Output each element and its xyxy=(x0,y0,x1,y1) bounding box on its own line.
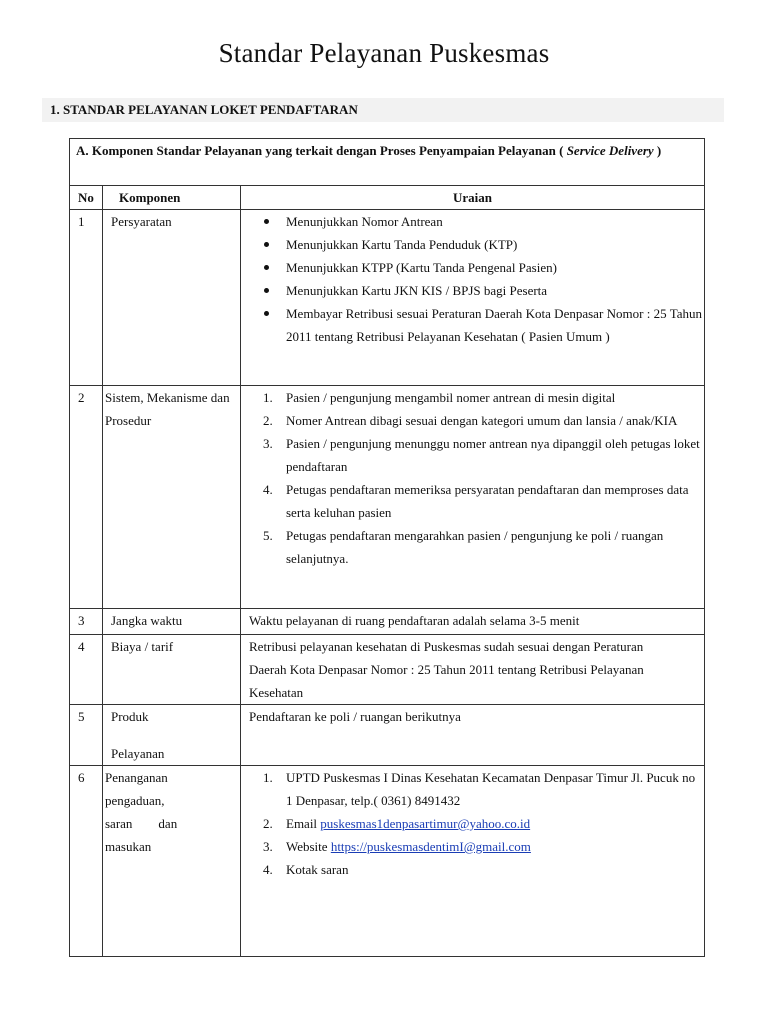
column-header-row xyxy=(70,186,705,210)
header-suffix: ) xyxy=(653,143,662,158)
row-no: 4 xyxy=(70,635,103,705)
row-no: 2 xyxy=(70,386,103,609)
list-item: 4. Kotak saran xyxy=(263,862,349,877)
row-no: 1 xyxy=(70,210,103,386)
row-uraian: Waktu pelayanan di ruang pendaftaran adalah selama 3-5 menit xyxy=(241,609,705,635)
list-item: Menunjukkan Kartu Tanda Penduduk (KTP) xyxy=(241,233,702,256)
standard-table xyxy=(69,138,705,957)
komponen-line: Pelayanan xyxy=(111,746,165,761)
table-header-cell xyxy=(70,139,705,186)
row-uraian: Pendaftaran ke poli / ruangan berikutnya xyxy=(241,705,705,766)
table-row xyxy=(70,210,705,386)
list-item: 3. Pasien / pengunjung menunggu nomer antrean nya dipanggil oleh petugas loket pendaftaran xyxy=(263,436,700,474)
komponen-line: Penanganan xyxy=(105,770,168,785)
col-header-komponen: Komponen xyxy=(103,186,241,210)
row-uraian xyxy=(241,766,705,957)
komponen-line: pengaduan, xyxy=(105,793,165,808)
list-item: Menunjukkan Nomor Antrean xyxy=(241,210,702,233)
row-komponen: Sistem, Mekanisme dan Prosedur xyxy=(103,386,241,609)
row-komponen xyxy=(103,766,241,957)
row-komponen xyxy=(103,705,241,766)
komponen-line: masukan xyxy=(105,839,152,854)
table-row xyxy=(70,766,705,957)
section-heading: 1. STANDAR PELAYANAN LOKET PENDAFTARAN xyxy=(50,102,358,117)
list-item: 1. UPTD Puskesmas I Dinas Kesehatan Kecamatan Denpasar Timur Jl. Pucuk no 1 Denpasar, telp.( 0361) 8491432 xyxy=(263,770,696,808)
list-item: 2. Email puskesmas1denpasartimur@yahoo.co.id xyxy=(263,816,531,831)
list-item: 2. Nomer Antrean dibagi sesuai dengan kategori umum dan lansia / anak/KIA xyxy=(263,413,678,428)
list-item: Menunjukkan Kartu JKN KIS / BPJS bagi Peserta xyxy=(241,279,702,302)
row-komponen: Persyaratan xyxy=(103,210,241,386)
row-uraian xyxy=(241,210,705,386)
header-italic-text: Service Delivery xyxy=(566,143,654,158)
table-row xyxy=(70,609,705,635)
table-row xyxy=(70,705,705,766)
row-komponen: Biaya / tarif xyxy=(103,635,241,705)
table-header-row xyxy=(70,139,705,186)
list-item: Menunjukkan KTPP (Kartu Tanda Pengenal Pasien) xyxy=(241,256,702,279)
col-header-uraian: Uraian xyxy=(241,186,705,210)
page-title: Standar Pelayanan Puskesmas xyxy=(218,38,550,68)
list-item: 4. Petugas pendaftaran memeriksa persyaratan pendaftaran dan memproses data serta keluhan pasien xyxy=(263,482,689,520)
email-link[interactable]: puskesmas1denpasartimur@yahoo.co.id xyxy=(320,816,531,831)
row-no: 3 xyxy=(70,609,103,635)
website-link[interactable]: https://puskesmasdentimI@gmail.com xyxy=(330,839,531,854)
row-no: 5 xyxy=(70,705,103,766)
table-row xyxy=(70,386,705,609)
komponen-line: saran dan xyxy=(105,816,178,831)
section-heading-bar xyxy=(42,98,724,122)
list-item: Membayar Retribusi sesuai Peraturan Daerah Kota Denpasar Nomor : 25 Tahun 2011 tentang Retribusi Pelayanan Kesehatan ( Pasien Umum ) xyxy=(241,302,702,348)
list-item: 5. Petugas pendaftaran mengarahkan pasien / pengunjung ke poli / ruangan selanjutnya. xyxy=(263,528,664,566)
list-item: 3. Website https://puskesmasdentimI@gmail.com xyxy=(263,839,531,854)
header-text: A. Komponen Standar Pelayanan yang terkait dengan Proses Penyampaian Pelayanan ( xyxy=(76,143,567,158)
table-row xyxy=(70,635,705,705)
row-no: 6 xyxy=(70,766,103,957)
komponen-line: Produk xyxy=(111,709,149,724)
list-item: 1. Pasien / pengunjung mengambil nomer antrean di mesin digital xyxy=(263,390,616,405)
row-uraian: Retribusi pelayanan kesehatan di Puskesmas sudah sesuai dengan Peraturan Daerah Kota Denpasar Nomor : 25 Tahun 2011 tentang Retribusi Pelayanan Kesehatan xyxy=(241,635,705,705)
col-header-no: No xyxy=(70,186,103,210)
row-komponen: Jangka waktu xyxy=(103,609,241,635)
row-uraian xyxy=(241,386,705,609)
